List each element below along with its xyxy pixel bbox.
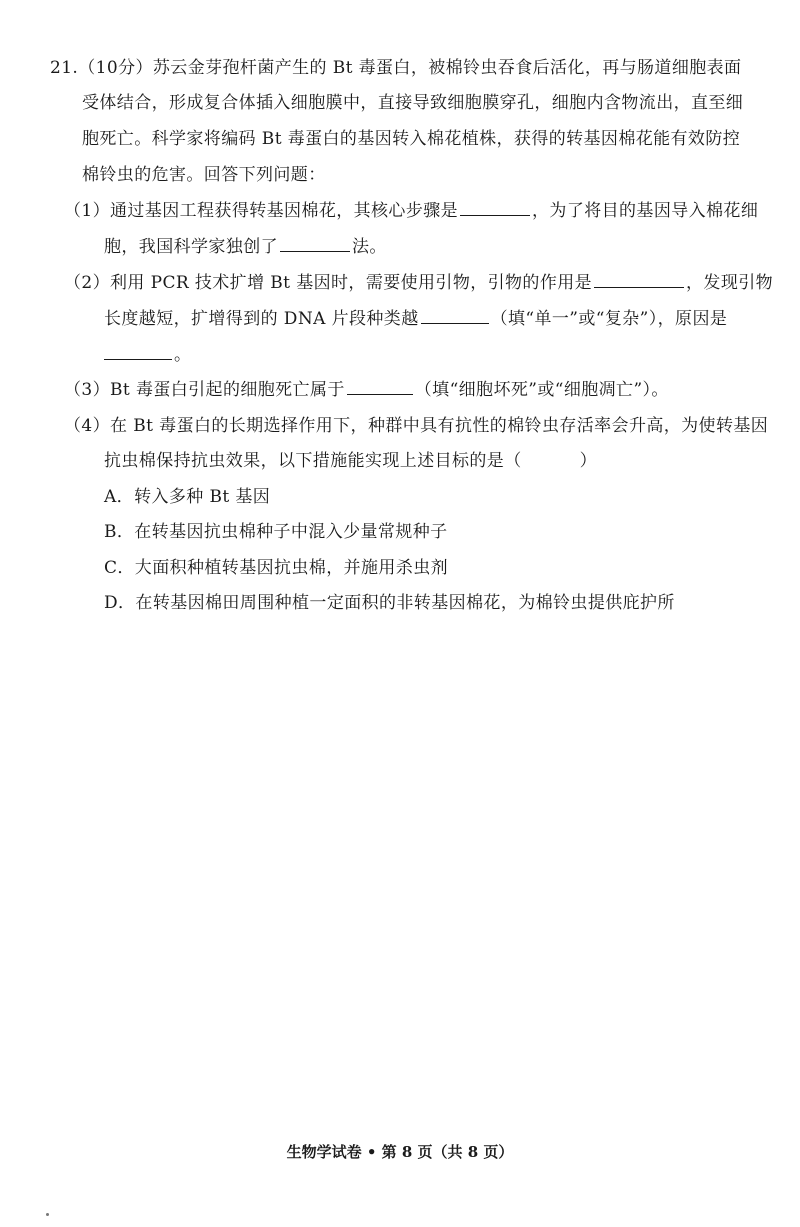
scan-dot: [46, 1213, 49, 1216]
answer-blank[interactable]: [421, 307, 489, 324]
sub-label: （1）: [64, 201, 111, 221]
page-footer: 生物学试卷 • 第 8 页（共 8 页）: [286, 1143, 514, 1161]
option-c: C．大面积种植转基因抗虫棉，并施用杀虫剂: [104, 558, 449, 578]
answer-blank[interactable]: [594, 271, 684, 288]
stem-line: 胞死亡。科学家将编码 Bt 毒蛋白的基因转入棉花植株，获得的转基因棉花能有效防控: [82, 129, 741, 149]
sub-label: （4）: [64, 416, 111, 436]
question-number: 21.: [50, 58, 79, 78]
subquestion-1: （1）通过基因工程获得转基因棉花，其核心步骤是 ，为了将目的基因导入棉花细: [64, 201, 759, 221]
option-a: A．转入多种 Bt 基因: [104, 487, 271, 507]
subquestion-4: （4）在 Bt 毒蛋白的长期选择作用下，种群中具有抗性的棉铃虫存活率会升高，为使转基因: [64, 416, 769, 436]
answer-blank[interactable]: [460, 199, 530, 216]
stem-line: 棉铃虫的危害。回答下列问题：: [82, 165, 326, 185]
subquestion-3: （3）Bt 毒蛋白引起的细胞死亡属于 （填“细胞坏死”或“细胞凋亡”）。: [64, 380, 669, 400]
option-d: D．在转基因棉田周围种植一定面积的非转基因棉花，为棉铃虫提供庇护所: [104, 593, 675, 613]
question-score: （10分）: [78, 58, 153, 78]
stem-line: 苏云金芽孢杆菌产生的 Bt 毒蛋白，被棉铃虫吞食后活化，再与肠道细胞表面: [152, 58, 742, 78]
answer-blank[interactable]: [280, 235, 350, 252]
subquestion-2-line-3: 。: [104, 343, 191, 367]
answer-blank[interactable]: [347, 378, 413, 395]
subquestion-1-line-2: 胞，我国科学家独创了 法。: [104, 237, 387, 257]
subquestion-2: （2）利用 PCR 技术扩增 Bt 基因时，需要使用引物，引物的作用是 ，发现引物: [64, 273, 774, 293]
stem-line: 受体结合，形成复合体插入细胞膜中，直接导致细胞膜穿孔，细胞内含物流出，直至细: [82, 93, 744, 113]
sub-label: （2）: [64, 273, 111, 293]
sub-label: （3）: [64, 380, 111, 400]
option-b: B．在转基因抗虫棉种子中混入少量常规种子: [104, 522, 448, 542]
question-line-1: [50, 56, 741, 80]
subquestion-4-line-2: 抗虫棉保持抗虫效果，以下措施能实现上述目标的是（ ）: [104, 451, 598, 471]
subquestion-2-line-2: 长度越短，扩增得到的 DNA 片段种类越 （填“单一”或“复杂”），原因是: [104, 309, 728, 329]
answer-blank[interactable]: [104, 343, 172, 360]
